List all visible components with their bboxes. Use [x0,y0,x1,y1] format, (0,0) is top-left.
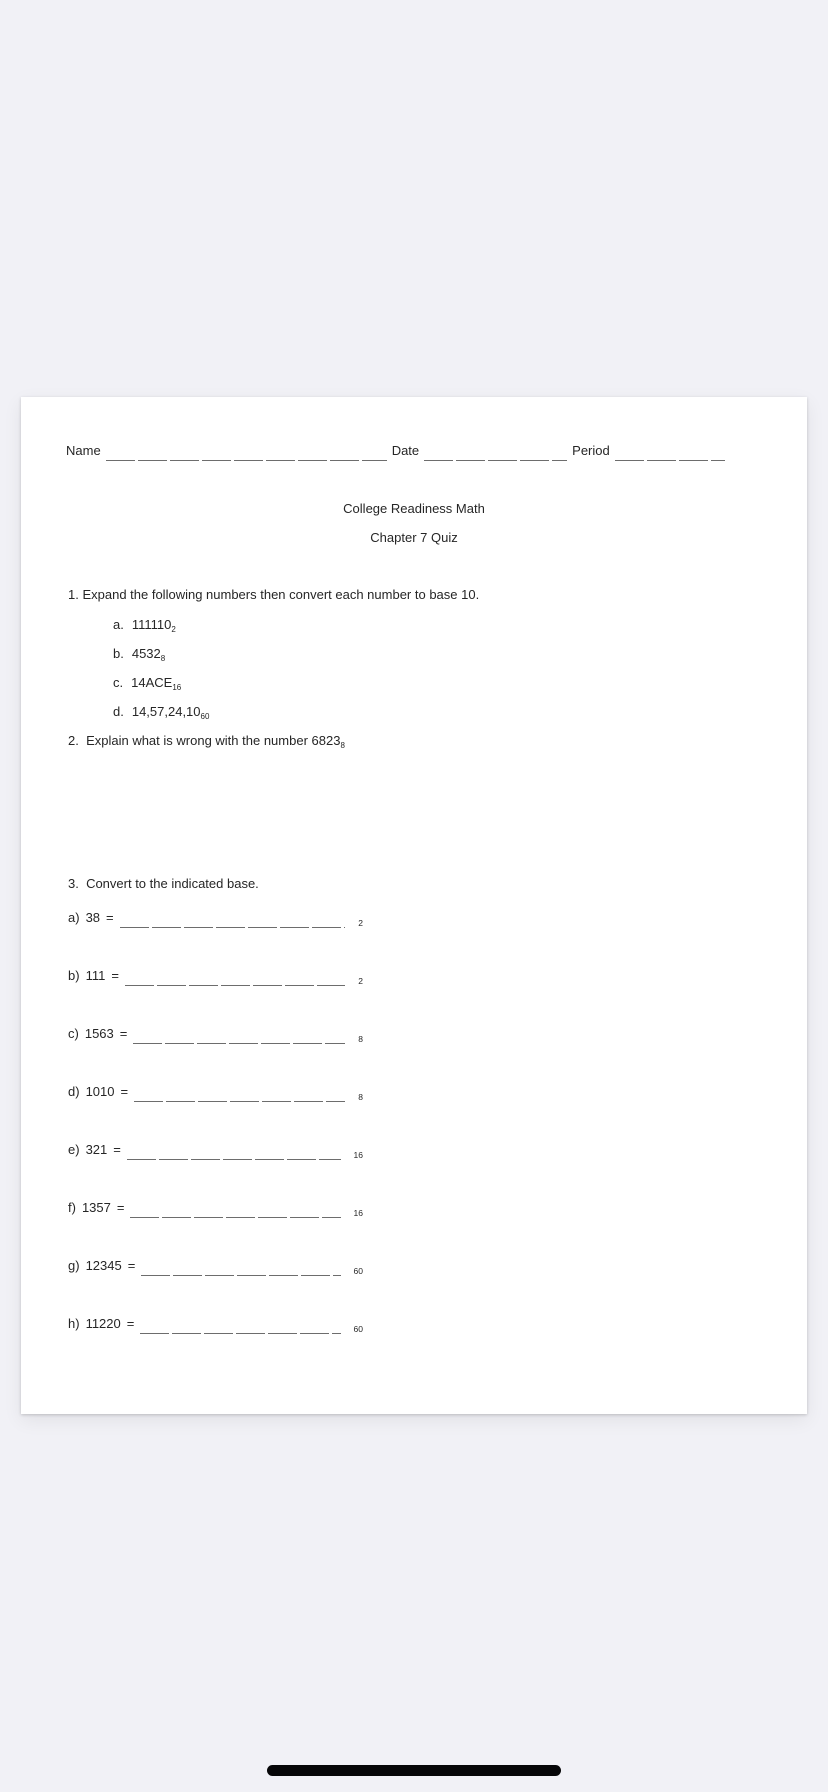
header-fill-in-row [66,441,749,461]
answer-blank [134,1086,345,1102]
conversion-row-g [68,1256,363,1276]
period-label: Period [572,443,610,458]
doc-title: College Readiness Math [343,501,485,516]
equals-sign: = [106,910,114,925]
q1-item-a [113,615,176,635]
item-label: c. [113,675,124,690]
conversion-row-b [68,966,363,986]
item-label: b. [113,646,124,661]
doc-subtitle: Chapter 7 Quiz [370,530,458,545]
equals-sign: = [126,1316,135,1331]
conversion-row-e [68,1140,363,1160]
answer-blank [133,1028,345,1044]
equals-sign: = [116,1200,125,1215]
item-number: 111 [85,968,106,983]
answer-blank [130,1202,340,1218]
base-subscript: 8 [358,1034,363,1044]
item-label: a) [68,910,80,925]
q2-text: 2. Explain what is wrong with the number 6823 [68,733,341,748]
equals-sign: = [111,968,119,983]
question-1-heading: 1. Expand the following numbers then convert each number to base 10. [68,587,480,602]
equals-sign: = [127,1258,136,1273]
q1-item-c [113,673,181,693]
period-blank [615,445,725,461]
item-number: 1010 [85,1084,115,1099]
base-subscript: 2 [171,625,176,634]
question-2-heading [68,731,345,751]
conversion-row-c [68,1024,363,1044]
item-label: e) [68,1142,80,1157]
item-label: d) [68,1084,80,1099]
base-subscript: 8 [160,654,166,663]
item-number: 14,57,24,10 [131,704,201,719]
q1-item-b [113,644,165,664]
item-label: a. [113,617,124,632]
item-label: d. [113,704,124,719]
answer-blank [125,970,345,986]
base-subscript: 16 [353,1150,363,1160]
conversion-row-f [68,1198,363,1218]
q1-item-d [113,702,209,722]
item-label: b) [68,968,80,983]
item-number: 4532 [131,646,161,661]
item-number: 111110 [131,617,172,632]
item-number: 321 [85,1142,108,1157]
base-subscript: 8 [358,1092,363,1102]
answer-blank [127,1144,341,1160]
base-subscript: 2 [358,976,363,986]
item-number: 12345 [85,1258,122,1273]
item-number: 1357 [81,1200,111,1215]
base-subscript: 16 [353,1208,363,1218]
item-label: g) [68,1258,80,1273]
answer-blank [141,1260,340,1276]
conversion-row-d [68,1082,363,1102]
base-subscript: 60 [200,712,210,721]
base-subscript: 2 [358,918,363,928]
item-number: 14ACE [131,675,173,690]
equals-sign: = [119,1026,128,1041]
item-label: f) [68,1200,76,1215]
base-subscript: 60 [353,1324,363,1334]
base-subscript: 8 [340,741,345,750]
equals-sign: = [120,1084,129,1099]
item-label: h) [68,1316,80,1331]
base-subscript: 16 [172,683,182,692]
base-subscript: 60 [353,1266,363,1276]
conversion-row-a [68,908,363,928]
date-blank [424,445,567,461]
conversion-row-h [68,1314,363,1334]
worksheet-page[interactable] [21,397,807,1414]
name-blank [106,445,387,461]
equals-sign: = [113,1142,121,1157]
item-label: c) [68,1026,79,1041]
question-3-heading: 3. Convert to the indicated base. [68,876,259,891]
home-indicator[interactable] [267,1765,561,1776]
date-label: Date [391,443,420,458]
answer-blank [120,912,346,928]
name-label: Name [66,443,101,458]
item-number: 1563 [84,1026,114,1041]
item-number: 11220 [85,1316,121,1331]
item-number: 38 [85,910,101,925]
answer-blank [140,1318,340,1334]
